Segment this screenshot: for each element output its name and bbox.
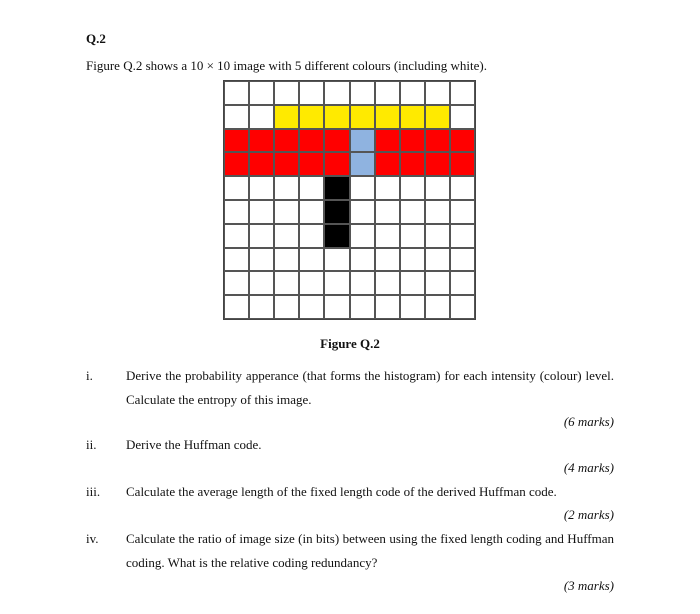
grid-cell-white xyxy=(224,176,249,200)
grid-cell-white xyxy=(400,200,425,224)
grid-cell-red xyxy=(400,152,425,176)
question-title: Q.2 xyxy=(86,31,106,46)
grid-cell-white xyxy=(375,200,400,224)
grid-cell-white xyxy=(299,295,324,319)
grid-cell-white xyxy=(249,176,274,200)
grid-cell-red xyxy=(425,129,450,153)
grid-cell-white xyxy=(450,200,475,224)
grid-cell-white xyxy=(350,176,375,200)
grid-cell-white xyxy=(299,176,324,200)
grid-cell-white xyxy=(224,81,249,105)
grid-cell-yellow xyxy=(299,105,324,129)
grid-cell-white xyxy=(249,248,274,272)
grid-cell-white xyxy=(425,224,450,248)
grid-cell-white xyxy=(249,271,274,295)
grid-cell-white xyxy=(450,81,475,105)
grid-cell-white xyxy=(249,81,274,105)
grid-cell-red xyxy=(224,129,249,153)
grid-cell-white xyxy=(274,200,299,224)
grid-cell-white xyxy=(299,248,324,272)
grid-cell-white xyxy=(425,248,450,272)
grid-cell-black xyxy=(324,176,349,200)
grid-cell-white xyxy=(425,271,450,295)
grid-cell-white xyxy=(350,81,375,105)
grid-cell-white xyxy=(224,271,249,295)
grid-cell-red xyxy=(274,152,299,176)
grid-cell-yellow xyxy=(324,105,349,129)
grid-cell-white xyxy=(299,271,324,295)
grid-cell-white xyxy=(299,224,324,248)
grid-cell-white xyxy=(450,295,475,319)
grid-cell-white xyxy=(274,271,299,295)
grid-cell-white xyxy=(249,224,274,248)
grid-cell-white xyxy=(425,81,450,105)
part-number: iv. xyxy=(86,531,99,546)
grid-cell-white xyxy=(425,200,450,224)
grid-cell-white xyxy=(400,224,425,248)
grid-cell-white xyxy=(450,271,475,295)
grid-cell-red xyxy=(450,129,475,153)
part-text: Derive the probability apperance (that forms the histogram) for each intensity (colour) level. Calculate the entropy of this image. xyxy=(126,368,614,407)
grid-cell-yellow xyxy=(350,105,375,129)
grid-cell-red xyxy=(299,152,324,176)
question-intro: Figure Q.2 shows a 10 × 10 image with 5 different colours (including white). xyxy=(86,58,487,73)
grid-cell-yellow xyxy=(274,105,299,129)
grid-cell-white xyxy=(425,176,450,200)
grid-cell-red xyxy=(299,129,324,153)
grid-cell-white xyxy=(224,248,249,272)
grid-cell-white xyxy=(224,295,249,319)
grid-cell-white xyxy=(400,176,425,200)
grid-cell-black xyxy=(324,224,349,248)
grid-cell-white xyxy=(224,105,249,129)
grid-cell-white xyxy=(224,224,249,248)
grid-cell-red xyxy=(375,152,400,176)
pixel-grid xyxy=(223,80,476,320)
grid-cell-white xyxy=(375,176,400,200)
figure-caption: Figure Q.2 xyxy=(320,336,380,351)
grid-cell-blue xyxy=(350,152,375,176)
grid-cell-red xyxy=(249,152,274,176)
grid-cell-white xyxy=(350,224,375,248)
grid-cell-white xyxy=(450,248,475,272)
grid-cell-white xyxy=(324,271,349,295)
grid-cell-white xyxy=(324,81,349,105)
grid-cell-red xyxy=(450,152,475,176)
figure-image-grid xyxy=(223,80,476,320)
grid-cell-yellow xyxy=(400,105,425,129)
grid-cell-white xyxy=(324,248,349,272)
grid-cell-white xyxy=(249,200,274,224)
grid-cell-white xyxy=(400,81,425,105)
part-marks: (2 marks) xyxy=(563,507,614,522)
grid-cell-white xyxy=(324,295,349,319)
grid-cell-white xyxy=(400,271,425,295)
part-marks: (3 marks) xyxy=(563,578,614,593)
part-number: iii. xyxy=(86,484,101,499)
grid-cell-white xyxy=(274,81,299,105)
grid-cell-yellow xyxy=(425,105,450,129)
grid-cell-white xyxy=(375,248,400,272)
grid-cell-red xyxy=(324,152,349,176)
grid-cell-white xyxy=(375,271,400,295)
grid-cell-black xyxy=(324,200,349,224)
grid-cell-white xyxy=(450,105,475,129)
grid-cell-white xyxy=(450,224,475,248)
grid-cell-white xyxy=(350,200,375,224)
grid-cell-white xyxy=(249,105,274,129)
grid-cell-white xyxy=(350,295,375,319)
grid-cell-white xyxy=(450,176,475,200)
grid-cell-red xyxy=(375,129,400,153)
grid-cell-yellow xyxy=(375,105,400,129)
grid-cell-white xyxy=(425,295,450,319)
part-number: ii. xyxy=(86,437,97,452)
grid-cell-white xyxy=(350,271,375,295)
grid-cell-white xyxy=(375,224,400,248)
grid-cell-white xyxy=(375,295,400,319)
grid-cell-blue xyxy=(350,129,375,153)
part-text: Derive the Huffman code. xyxy=(126,437,262,452)
grid-cell-red xyxy=(400,129,425,153)
grid-cell-white xyxy=(400,248,425,272)
grid-cell-white xyxy=(299,200,324,224)
part-text: Calculate the average length of the fixed length code of the derived Huffman code. xyxy=(126,484,557,499)
grid-cell-white xyxy=(274,248,299,272)
grid-cell-white xyxy=(249,295,274,319)
grid-cell-white xyxy=(274,295,299,319)
grid-cell-white xyxy=(274,176,299,200)
grid-cell-white xyxy=(350,248,375,272)
grid-cell-red xyxy=(425,152,450,176)
part-number: i. xyxy=(86,368,93,383)
grid-cell-red xyxy=(274,129,299,153)
grid-cell-white xyxy=(299,81,324,105)
grid-cell-red xyxy=(249,129,274,153)
grid-cell-red xyxy=(224,152,249,176)
grid-cell-white xyxy=(274,224,299,248)
grid-cell-red xyxy=(324,129,349,153)
grid-cell-white xyxy=(375,81,400,105)
part-marks: (4 marks) xyxy=(563,460,614,475)
grid-cell-white xyxy=(400,295,425,319)
part-text: Calculate the ratio of image size (in bits) between using the fixed length coding and Huffman coding. What is the relative coding redundancy? xyxy=(126,531,614,570)
part-marks: (6 marks) xyxy=(563,414,614,429)
grid-cell-white xyxy=(224,200,249,224)
